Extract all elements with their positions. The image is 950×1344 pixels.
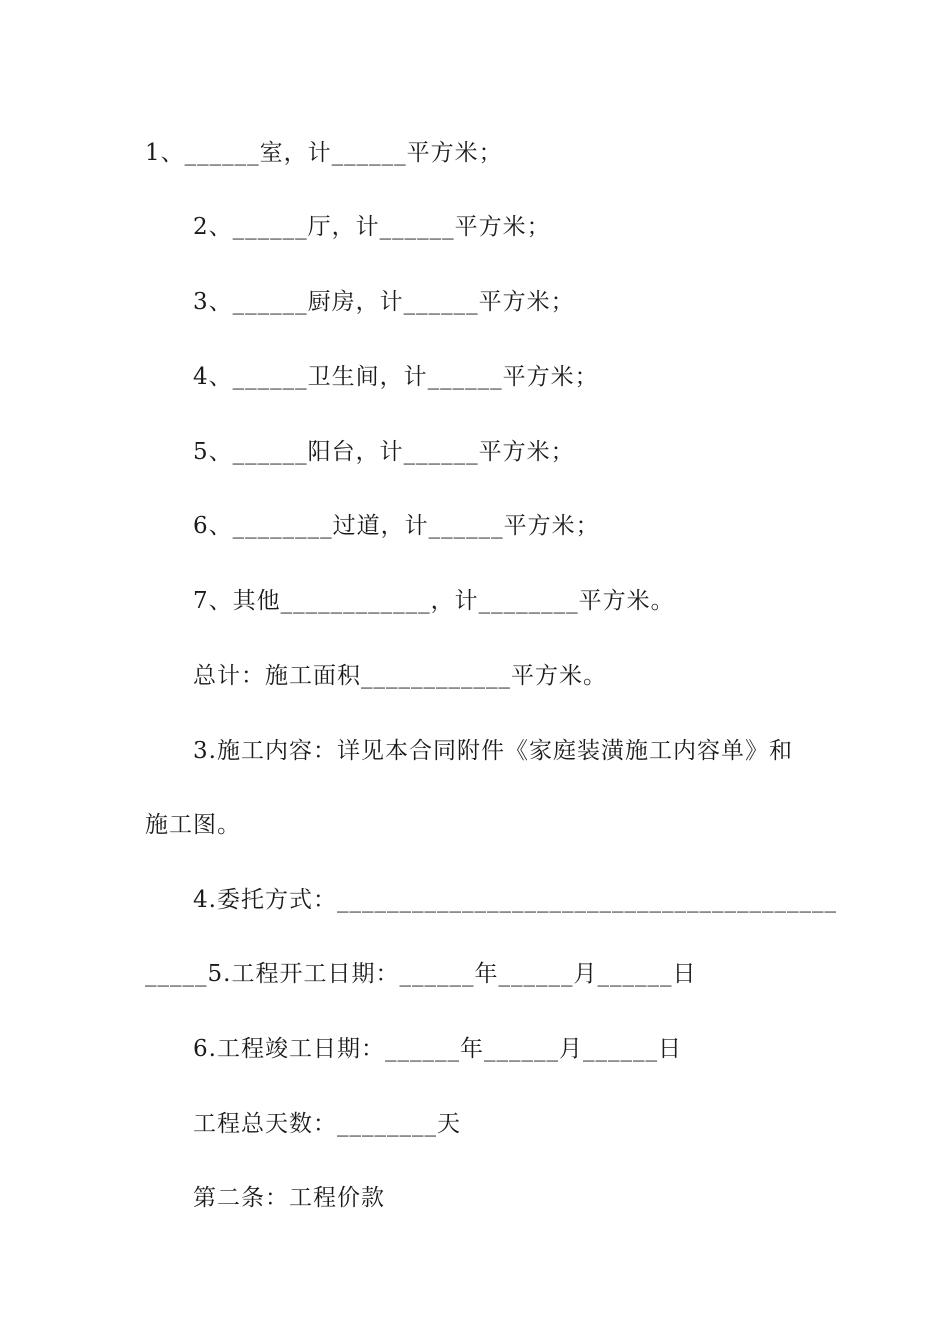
completion-date: 6.工程竣工日期：______年______月______日 [193, 1036, 682, 1062]
start-date: _____5.工程开工日期：______年______月______日 [145, 961, 697, 987]
total-days: 工程总天数：________天 [193, 1111, 461, 1137]
item-other-area: 7、其他____________，计________平方米。 [193, 588, 675, 614]
commission-method: 4.委托方式：________________________________________ [193, 887, 837, 913]
total-area: 总计：施工面积____________平方米。 [193, 663, 607, 689]
item-bathroom-area: 4、______卫生间，计______平方米； [193, 364, 599, 390]
item-hall-area: 2、______厅，计______平方米； [193, 214, 551, 240]
construction-content-continued: 施工图。 [145, 812, 241, 838]
construction-content: 3.施工内容：详见本合同附件《家庭装潢施工内容单》和 [193, 738, 793, 764]
item-corridor-area: 6、________过道，计______平方米； [193, 513, 600, 539]
item-room-area: 1、______室，计______平方米； [145, 140, 503, 166]
item-kitchen-area: 3、______厨房，计______平方米； [193, 289, 575, 315]
article-two-heading: 第二条：工程价款 [193, 1185, 385, 1211]
item-balcony-area: 5、______阳台，计______平方米； [193, 439, 575, 465]
